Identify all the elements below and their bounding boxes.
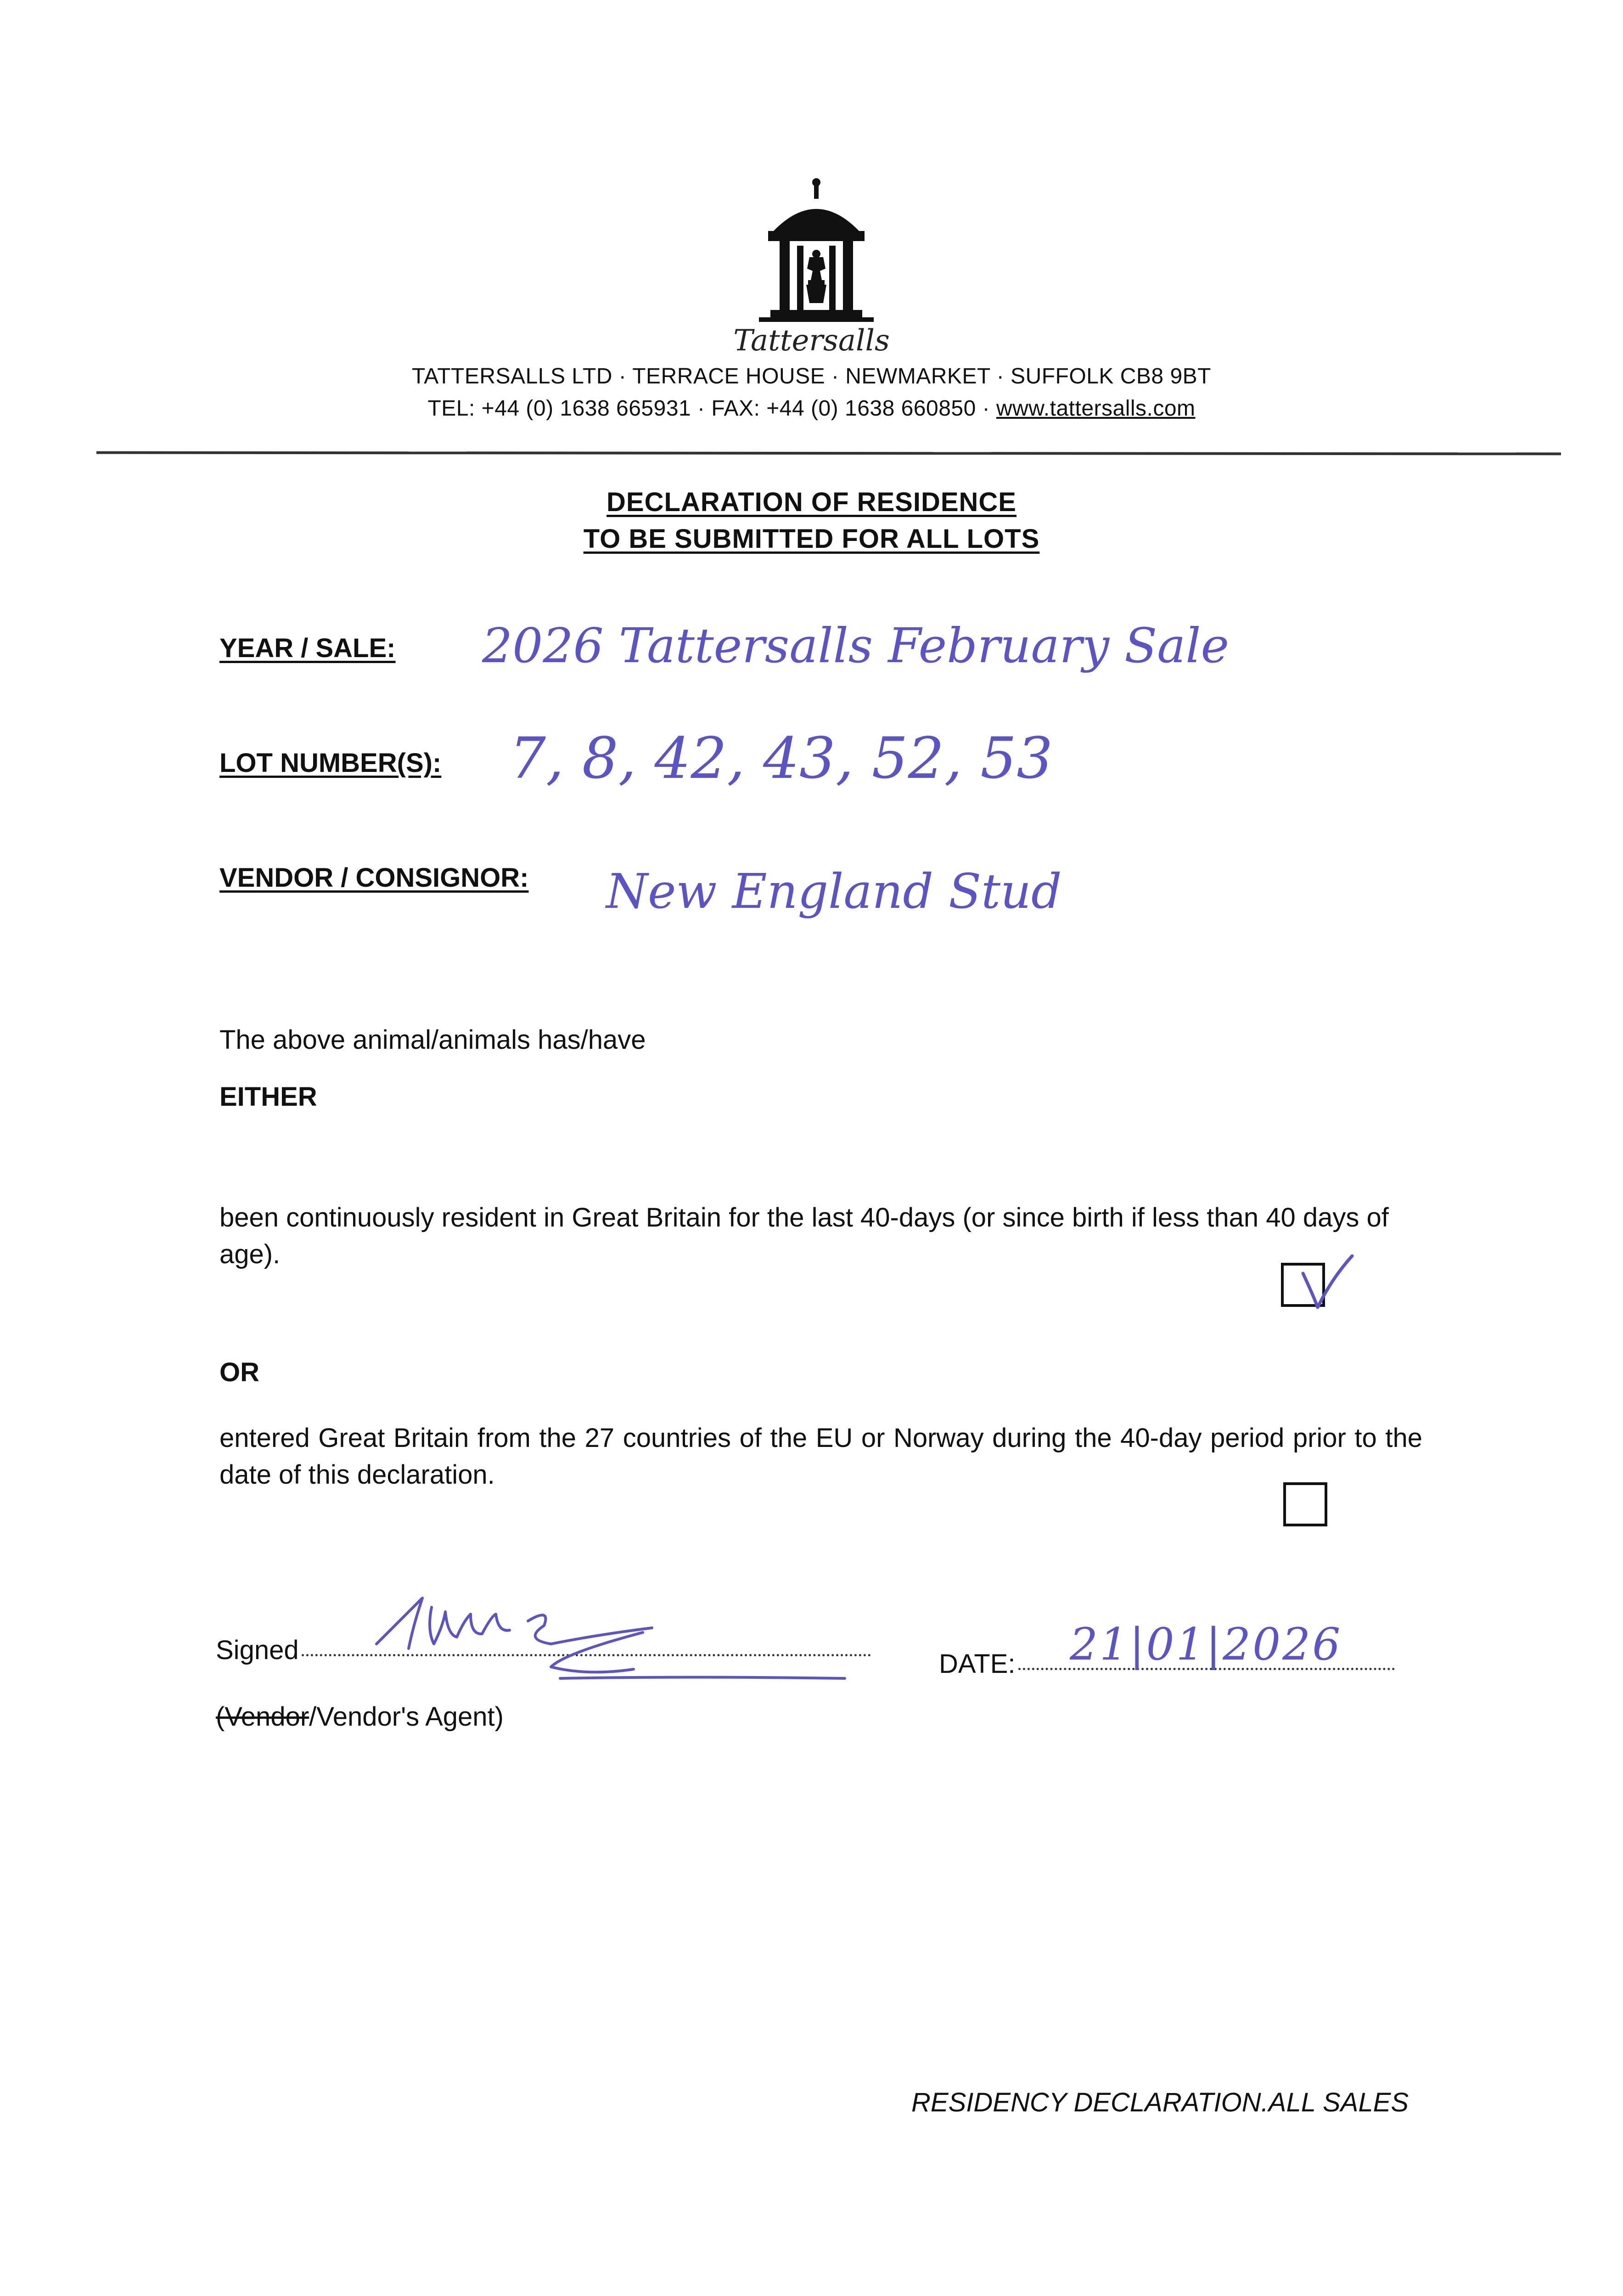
- date-label: DATE:: [939, 1649, 1016, 1679]
- either-heading: EITHER: [219, 1082, 317, 1112]
- date-value[interactable]: 21|01|2026: [1070, 1619, 1342, 1670]
- role-vendor-struck: (Vendor: [216, 1702, 309, 1732]
- handwritten-signature: [358, 1580, 891, 1717]
- or-heading: OR: [219, 1357, 259, 1387]
- form-title: DECLARATION OF RESIDENCE: [607, 487, 1016, 517]
- check-mark-icon: [1286, 1247, 1354, 1316]
- tattersalls-logo: [747, 177, 885, 328]
- brand-name: Tattersalls: [733, 324, 890, 358]
- address-line: TATTERSALLS LTD · TERRACE HOUSE · NEWMARKET · SUFFOLK CB8 9BT: [412, 364, 1211, 388]
- declaration-intro: The above animal/animals has/have: [219, 1025, 646, 1055]
- footer-reference: RESIDENCY DECLARATION.ALL SALES: [911, 2088, 1409, 2117]
- lot-numbers-label: LOT NUMBER(S):: [219, 748, 442, 778]
- lot-numbers-value[interactable]: 7, 8, 42, 43, 52, 53: [510, 726, 1053, 792]
- form-subtitle: TO BE SUBMITTED FOR ALL LOTS: [583, 524, 1040, 554]
- option-entered-checkbox[interactable]: [1283, 1482, 1327, 1526]
- role-vendor-agent: /Vendor's Agent): [309, 1702, 504, 1732]
- header-divider: [96, 451, 1561, 456]
- year-sale-label: YEAR / SALE:: [219, 633, 396, 663]
- vendor-consignor-label: VENDOR / CONSIGNOR:: [219, 863, 529, 893]
- vendor-consignor-value[interactable]: New England Stud: [606, 863, 1062, 919]
- contact-phone-fax: TEL: +44 (0) 1638 665931 · FAX: +44 (0) 1638 660850 ·: [427, 396, 996, 421]
- contact-line: [0, 396, 1623, 421]
- signatory-role: [216, 1701, 504, 1732]
- website-link[interactable]: www.tattersalls.com: [996, 396, 1196, 421]
- option-entered-text: entered Great Britain from the 27 countries of the EU or Norway during the 40-day period prior to the date of this declaration.: [219, 1423, 1422, 1490]
- year-sale-value[interactable]: 2026 Tattersalls February Sale: [482, 618, 1230, 674]
- signed-label: Signed: [216, 1635, 299, 1665]
- option-resident-text: been continuously resident in Great Britain for the last 40-days (or since birth if less than 40 days of age).: [219, 1203, 1389, 1269]
